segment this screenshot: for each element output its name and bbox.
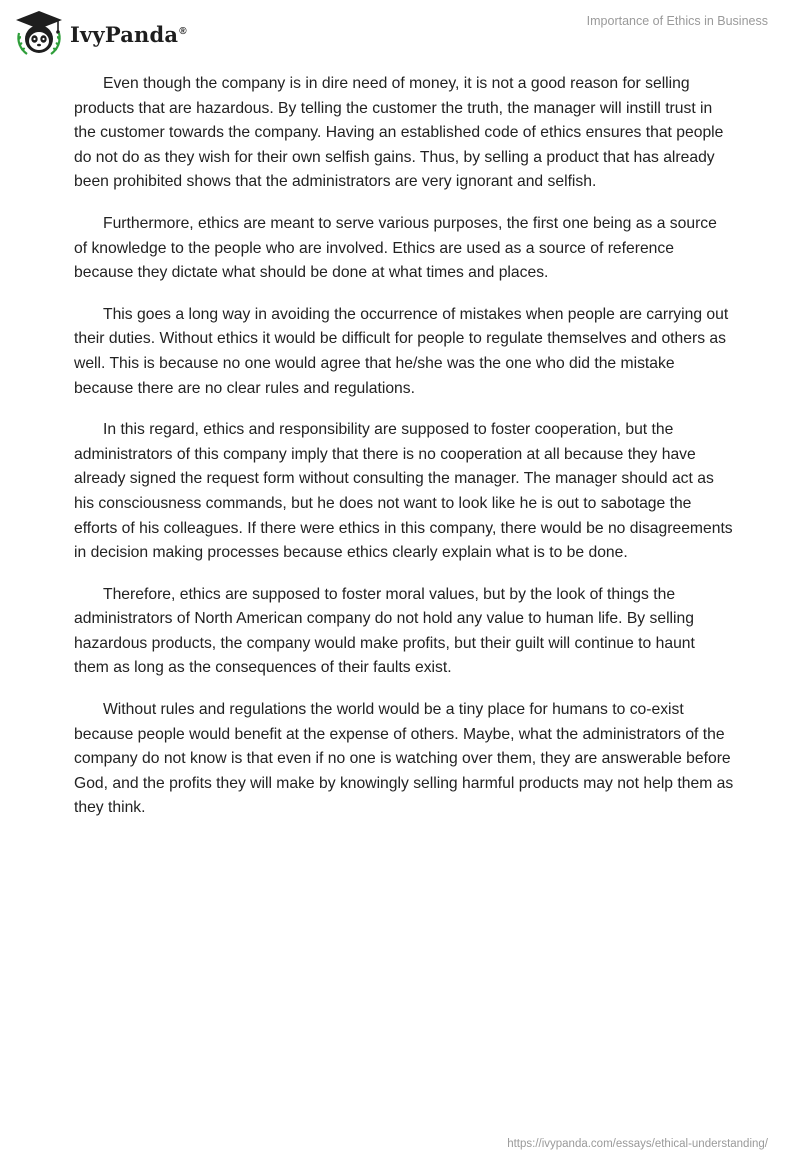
brand-logo[interactable] bbox=[14, 9, 187, 57]
brand-name: IvyPanda® bbox=[70, 21, 187, 47]
page-header bbox=[0, 0, 800, 64]
paragraph: In this regard, ethics and responsibility are supposed to foster cooperation, but the administrators of this company imply that there is no cooperation at all because they have already signed the request form without consulting the manager. The manager should act as his consciousness commands, but he does not want to look like he is out to sabotage the efforts of his colleagues. If there were ethics in this company, there would be no disagreements in decision making processes because ethics clearly explain what is to be done. bbox=[74, 421, 733, 562]
paragraph: This goes a long way in avoiding the occurrence of mistakes when people are carrying out their duties. Without ethics it would be difficult for people to regulate themselves and others as well. This is because no one would agree that he/she was the one who did the mistake because there are no clear rules and regulations. bbox=[74, 305, 729, 397]
paragraph: Therefore, ethics are supposed to foster moral values, but by the look of things the administrators of North American company do not hold any value to human life. By selling hazardous products, the company would make profits, but their guilt will continue to haunt them as long as the consequences of their faults exist. bbox=[74, 585, 695, 677]
paragraph: Furthermore, ethics are meant to serve various purposes, the first one being as a source of knowledge to the people who are involved. Ethics are used as a source of reference because they dictate what should be done at what times and places. bbox=[74, 214, 717, 282]
paragraph: Even though the company is in dire need of money, it is not a good reason for selling products that are hazardous. By telling the customer the truth, the manager will instill trust in the customer towards the company. Having an established code of ethics ensures that people do not do as they wish for their own selfish gains. Thus, by selling a product that has already been prohibited shows that the administrators are very ignorant and selfish. bbox=[74, 75, 724, 191]
document-title: Importance of Ethics in Business bbox=[586, 14, 768, 28]
paragraph: Without rules and regulations the world would be a tiny place for humans to co-exist because people would benefit at the expense of others. Maybe, what the administrators of the company do not know is that even if no one is watching over them, they are answerable before God, and the profits they will make by knowingly selling harmful products may not help them as they think. bbox=[74, 701, 734, 817]
panda-graduation-cap-icon bbox=[14, 9, 64, 57]
essay-body bbox=[74, 72, 734, 838]
registered-mark: ® bbox=[179, 25, 187, 37]
source-url[interactable]: https://ivypanda.com/essays/ethical-understanding/ bbox=[507, 1138, 768, 1150]
